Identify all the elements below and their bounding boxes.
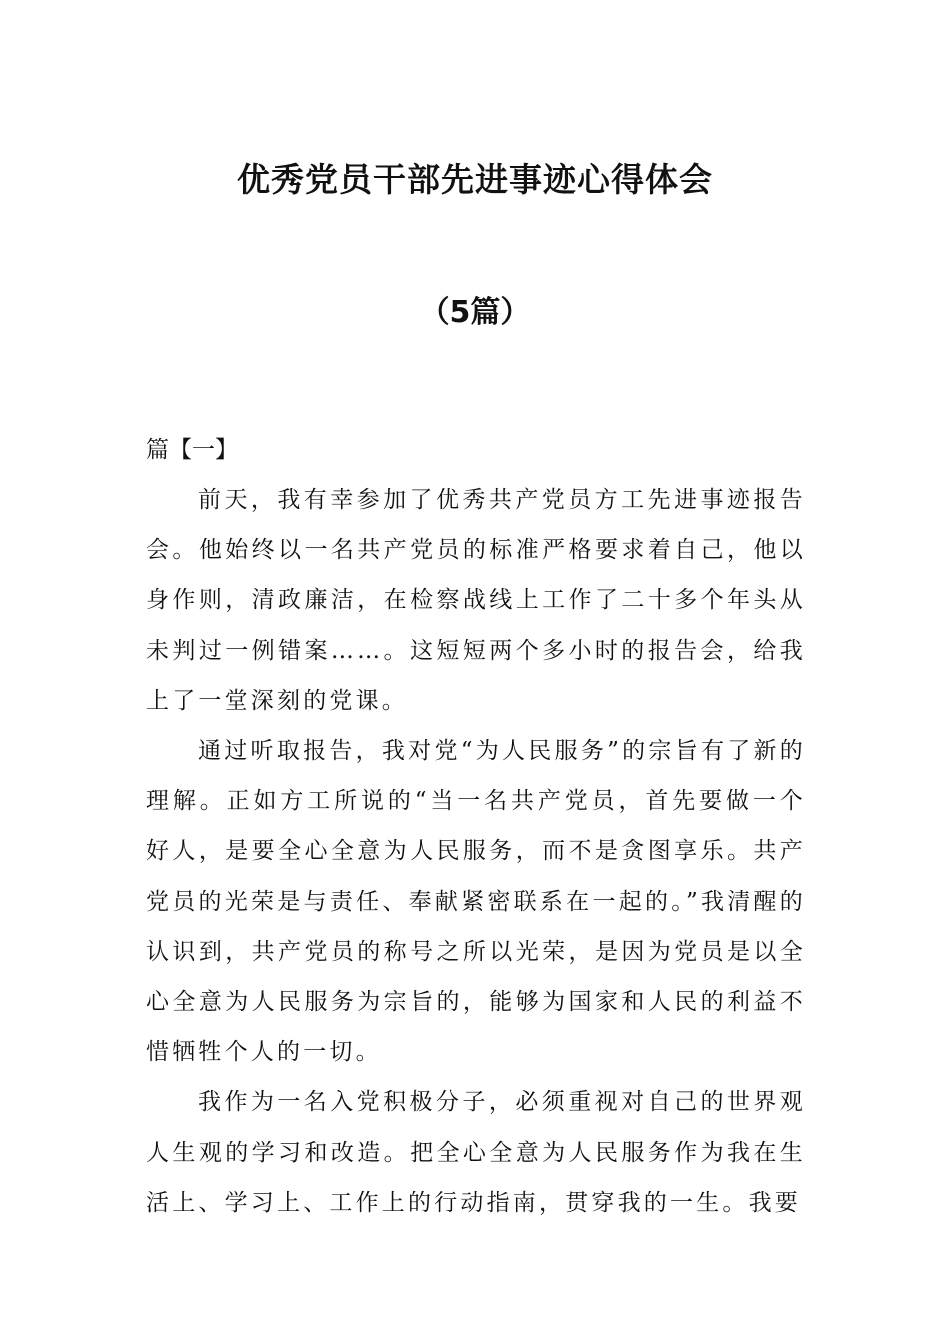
body-text	[146, 475, 806, 1228]
document-title: 优秀党员干部先进事迹心得体会	[237, 160, 713, 199]
section-heading: 篇【一】	[146, 437, 238, 463]
document-subtitle: （5篇）	[419, 295, 531, 330]
paragraph: 前天，我有幸参加了优秀共产党员方工先进事迹报告会。他始终以一名共产党员的标准严格要求着自己，他以身作则，清政廉洁，在检察战线上工作了二十多个年头从未判过一例错案……。这短短两个多小时的报告会，给我上了一堂深刻的党课。	[146, 487, 806, 714]
paragraph: 通过听取报告，我对党“为人民服务”的宗旨有了新的理解。正如方工所说的“当一名共产党员，首先要做一个好人，是要全心全意为人民服务，而不是贪图享乐。共产党员的光荣是与责任、奉献紧密联系在一起的。”我清醒的认识到，共产党员的称号之所以光荣，是因为党员是以全心全意为人民服务为宗旨的，能够为国家和人民的利益不惜牺牲个人的一切。	[146, 738, 806, 1066]
paragraph: 我作为一名入党积极分子，必须重视对自己的世界观人生观的学习和改造。把全心全意为人民服务作为我在生活上、学习上、工作上的行动指南，贯穿我的一生。我要	[146, 1089, 806, 1216]
